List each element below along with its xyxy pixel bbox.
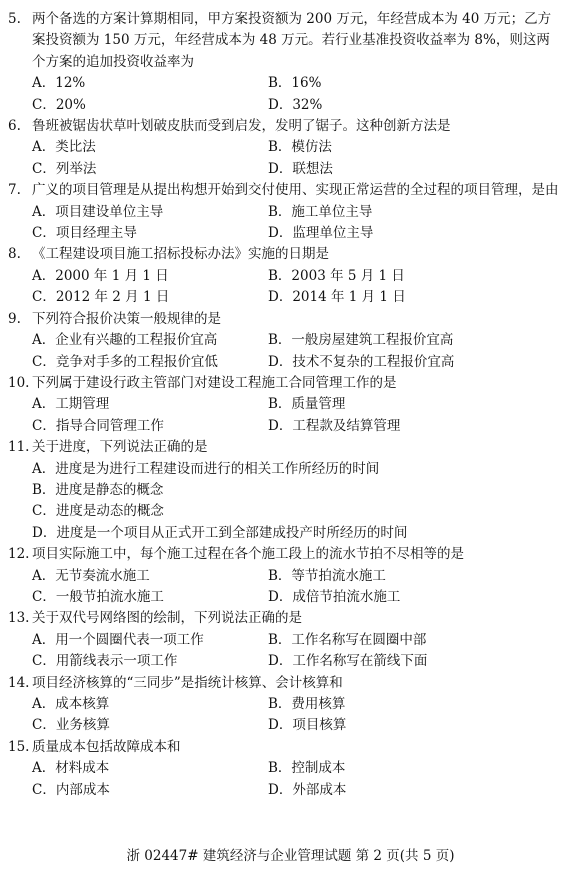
question-text: 鲁班被锯齿状草叶划破皮肤而受到启发，发明了锯子。这种创新方法是	[32, 118, 451, 135]
option-c: C．一般节拍流水施工	[32, 588, 164, 605]
question-stem	[8, 116, 563, 137]
question-text: 广义的项目管理是从提出构想开始到交付使用、实现正常运营的全过程的项目管理，是由	[32, 182, 559, 199]
option-b: B．控制成本	[268, 760, 346, 777]
option-row	[8, 416, 563, 437]
question-number: 9.	[8, 310, 21, 327]
option-a: A．无节奏流水施工	[32, 567, 150, 584]
option-d: D．2014 年 1 月 1 日	[268, 289, 406, 306]
options	[8, 266, 563, 309]
question-number: 7.	[8, 182, 21, 199]
question-number: 14.	[8, 674, 30, 691]
option-b: B．模仿法	[268, 139, 332, 156]
option-c: C．项目经理主导	[32, 225, 137, 242]
options	[8, 394, 563, 437]
option-row	[8, 566, 563, 587]
option-d: D．成倍节拍流水施工	[268, 588, 401, 605]
option-b: B．费用核算	[268, 696, 346, 712]
question-number: 8.	[8, 246, 21, 263]
option-d: D．进度是一个项目从正式开工到全部建成投产时所经历的时间	[32, 524, 408, 541]
option-c: C．业务核算	[32, 717, 110, 734]
option-c: C．内部成本	[32, 781, 110, 798]
option-a: A．项目建设单位主导	[32, 203, 164, 220]
question-number: 12.	[8, 546, 30, 563]
question-number: 6.	[8, 118, 21, 135]
option-d: D．工程款及结算管理	[268, 417, 401, 434]
option-a: A．材料成本	[32, 760, 110, 777]
option-d: D．工作名称写在箭线下面	[268, 653, 428, 670]
option-b: B．2003 年 5 月 1 日	[268, 267, 405, 284]
option-d: D．联想法	[268, 160, 333, 177]
question-12	[8, 544, 563, 608]
options	[8, 758, 563, 801]
options	[8, 566, 563, 609]
option-row	[8, 159, 563, 180]
question-stem	[8, 544, 563, 565]
question-7	[8, 180, 563, 244]
question-text: 下列符合报价决策一般规律的是	[32, 310, 221, 327]
question-stem	[8, 437, 563, 458]
question-8	[8, 244, 563, 308]
option-a: A．进度是为进行工程建设而进行的相关工作所经历的时间	[32, 460, 380, 477]
option-a: A．成本核算	[32, 696, 110, 712]
option-c: C．20%	[32, 96, 86, 113]
option-b: B．等节拍流水施工	[268, 567, 386, 584]
option-d: D．32%	[268, 96, 323, 113]
option-b: B．16%	[268, 75, 322, 92]
question-6	[8, 116, 563, 180]
option-row	[8, 287, 563, 308]
option-b: B．工作名称写在圆圈中部	[268, 631, 427, 648]
question-stem	[8, 309, 563, 330]
option-b: B．质量管理	[268, 396, 346, 413]
option-b: B．进度是静态的概念	[32, 481, 164, 498]
option-row	[8, 223, 563, 244]
question-text: 质量成本包括故障成本和	[32, 738, 181, 755]
question-text: 关于进度，下列说法正确的是	[32, 439, 208, 456]
question-stem	[8, 180, 563, 201]
question-stem	[8, 244, 563, 265]
option-c: C．竞争对手多的工程报价宜低	[32, 353, 218, 370]
option-a: A．企业有兴趣的工程报价宜高	[32, 332, 218, 349]
option-c: C．指导合同管理工作	[32, 417, 164, 434]
option-row	[8, 266, 563, 287]
question-number: 5.	[8, 11, 21, 27]
option-row	[8, 694, 563, 715]
option-row	[8, 587, 563, 608]
question-stem	[8, 737, 563, 758]
question-stem	[8, 673, 563, 694]
question-11	[8, 437, 563, 544]
option-row	[8, 202, 563, 223]
option-row	[8, 95, 563, 116]
option-d: D．项目核算	[268, 717, 347, 734]
option-row	[8, 394, 563, 415]
option-d: D．监理单位主导	[268, 225, 374, 242]
options	[8, 330, 563, 373]
option-c: C．用箭线表示一项工作	[32, 653, 178, 670]
option-a: A．12%	[32, 75, 86, 92]
question-text: 项目经济核算的“三同步”是指统计核算、会计核算和	[32, 674, 343, 691]
options	[8, 459, 563, 545]
question-number: 13.	[8, 610, 30, 627]
question-stem	[8, 373, 563, 394]
question-text: 关于双代号网络图的绘制，下列说法正确的是	[32, 610, 302, 627]
option-c: C．进度是动态的概念	[32, 503, 164, 520]
options	[8, 694, 563, 737]
option-c: C．2012 年 2 月 1 日	[32, 289, 170, 306]
question-10	[8, 373, 563, 437]
option-row	[8, 780, 563, 801]
option-c: C．列举法	[32, 160, 97, 177]
question-text: 项目实际施工中，每个施工过程在各个施工段上的流水节拍不尽相等的是	[32, 546, 464, 563]
option-a: A．2000 年 1 月 1 日	[32, 267, 169, 284]
question-5	[8, 9, 563, 116]
option-row	[8, 137, 563, 158]
question-number: 15.	[8, 738, 30, 755]
options	[8, 73, 563, 116]
option-d: D．外部成本	[268, 781, 347, 798]
option-a: A．用一个圆圈代表一项工作	[32, 631, 204, 648]
option-row	[8, 73, 563, 94]
option-a: A．类比法	[32, 139, 96, 156]
option-row	[8, 715, 563, 736]
question-number: 10.	[8, 374, 30, 391]
question-text: 《工程建设项目施工招标投标办法》实施的日期是	[32, 246, 329, 263]
option-a: A．工期管理	[32, 396, 110, 413]
option-row	[8, 630, 563, 651]
page-footer: 浙 02447# 建筑经济与企业管理试题 第 2 页(共 5 页)	[126, 848, 455, 864]
option-b: B．施工单位主导	[268, 203, 373, 220]
option-d: D．技术不复杂的工程报价宜高	[268, 353, 455, 370]
question-14	[8, 673, 563, 737]
option-row	[8, 330, 563, 351]
options	[8, 202, 563, 245]
question-number: 11.	[8, 439, 30, 456]
option-row	[8, 651, 563, 672]
options	[8, 137, 563, 180]
question-text: 两个备选的方案计算期相同，甲方案投资额为 200 万元，年经营成本为 40 万元；乙方案投资额为 150 万元，年经营成本为 48 万元。若行业基准投资收益率为 8%，则这两个方案的追加投资收益率为	[32, 11, 552, 70]
question-stem	[8, 9, 563, 73]
options	[8, 630, 563, 673]
question-13	[8, 608, 563, 672]
question-9	[8, 309, 563, 373]
option-b: B．一般房屋建筑工程报价宜高	[268, 332, 454, 349]
question-text: 下列属于建设行政主管部门对建设工程施工合同管理工作的是	[32, 374, 397, 391]
option-row	[8, 758, 563, 779]
option-row	[8, 352, 563, 373]
question-stem	[8, 608, 563, 629]
question-15	[8, 737, 563, 801]
